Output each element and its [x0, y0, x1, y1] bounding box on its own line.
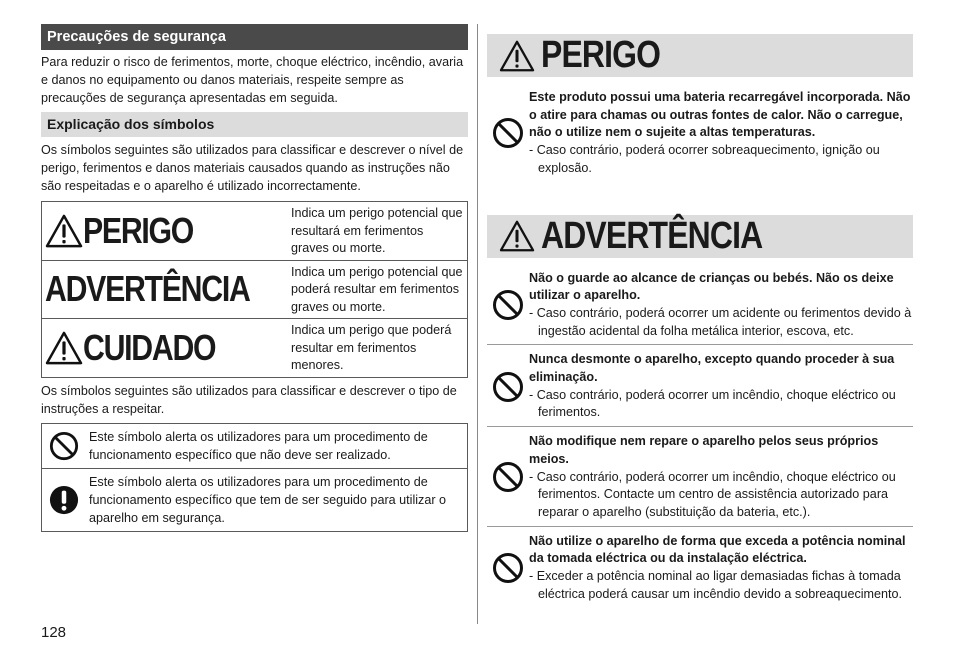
danger-list	[487, 83, 913, 182]
hazard-label: ADVERTÊNCIA	[45, 268, 250, 309]
item-instruction: Não modifique nem repare o aparelho pelos seus próprios meios.	[529, 434, 879, 466]
prohibition-icon	[492, 117, 524, 149]
hazard-row-danger	[42, 202, 467, 260]
item-instruction: Nunca desmonte o aparelho, excepto quando proceder à sua eliminação.	[529, 352, 895, 385]
danger-title: PERIGO	[541, 34, 661, 76]
hazard-row-caution	[42, 318, 467, 377]
page-number: 128	[41, 624, 67, 641]
instruction-description: Este símbolo alerta os utilizadores para um procedimento de funcionamento específico que tem de ser seguido para utilizar o aparelho em segurança.	[89, 474, 447, 525]
warning-triangle-icon	[499, 40, 535, 72]
warning-triangle-icon	[45, 331, 83, 365]
hazard-row-warning	[42, 260, 467, 319]
item-consequence: - Exceder a potência nominal ao ligar demasiadas fichas à tomada eléctrica poderá causar um incêndio devido a sobreaquecimento.	[529, 569, 903, 601]
intro-paragraph: Para reduzir o risco de ferimentos, morte, choque eléctrico, incêndio, avaria e danos no equipamento ou danos materiais, respeite sempre as precauções de segurança apresentadas em seguida.	[41, 55, 464, 105]
prohibition-icon	[492, 461, 524, 493]
list-item	[487, 344, 913, 426]
list-item	[487, 526, 913, 608]
hazard-description: Indica um perigo potencial que poderá resultar em ferimentos graves ou morte.	[291, 264, 463, 314]
warning-title: ADVERTÊNCIA	[541, 214, 763, 257]
item-instruction: Este produto possui uma bateria recarregável incorporada. Não o atire para chamas ou outras fontes de calor. Não o carregue, não o utilize nem o sujeite a altas temperaturas.	[529, 90, 911, 140]
warning-triangle-icon	[499, 220, 535, 252]
symbols-intro: Os símbolos seguintes são utilizados para classificar e descrever o nível de perigo, ferimentos e danos materiais causados quando as instruções não são respeitadas e o aparelho é utilizado incorrectamente.	[41, 143, 464, 193]
instruction-description: Este símbolo alerta os utilizadores para um procedimento de funcionamento específico que não deve ser realizado.	[89, 429, 428, 462]
prohibition-icon	[492, 371, 524, 403]
item-consequence: - Caso contrário, poderá ocorrer um incêndio, choque eléctrico ou ferimentos. Contacte um centro de assistência autorizado para reparar o aparelho (substituição da bateria, etc.).	[529, 469, 896, 519]
hazard-levels-table	[41, 201, 468, 378]
hazard-label: PERIGO	[83, 209, 194, 251]
instruction-row-prohibited	[42, 424, 467, 468]
prohibition-icon	[492, 552, 524, 584]
instruction-types-table	[41, 423, 468, 532]
item-instruction: Não o guarde ao alcance de crianças ou bebés. Não os deixe utilizar o aparelho.	[529, 270, 894, 303]
warning-header	[487, 215, 913, 258]
mandatory-icon	[49, 485, 79, 515]
item-consequence: - Caso contrário, poderá ocorrer um incêndio, choque eléctrico ou ferimentos.	[529, 387, 896, 420]
instruction-row-mandatory	[42, 468, 467, 531]
item-consequence: - Caso contrário, poderá ocorrer um acidente ou ferimentos devido à ingestão acidental da folha metálica interior, escova, etc.	[529, 305, 912, 338]
types-intro: Os símbolos seguintes são utilizados para classificar e descrever o tipo de instruções a respeitar.	[41, 383, 457, 416]
hazard-description: Indica um perigo que poderá resultar em ferimentos menores.	[291, 323, 452, 372]
warning-list	[487, 264, 913, 608]
list-item	[487, 83, 913, 182]
list-item	[487, 426, 913, 526]
hazard-label: CUIDADO	[83, 326, 216, 368]
danger-header	[487, 34, 913, 77]
item-instruction: Não utilize o aparelho de forma que exceda a potência nominal da tomada eléctrica ou da instalação eléctrica.	[529, 533, 906, 566]
prohibition-icon	[49, 431, 79, 461]
left-column	[41, 24, 468, 532]
list-item	[487, 264, 913, 345]
prohibition-icon	[492, 289, 524, 321]
item-consequence: - Caso contrário, poderá ocorrer sobreaquecimento, ignição ou explosão.	[529, 143, 880, 175]
section-title: Precauções de segurança	[41, 24, 468, 50]
warning-triangle-icon	[45, 214, 83, 248]
column-divider	[477, 24, 478, 624]
right-column	[487, 34, 913, 607]
hazard-description: Indica um perigo potencial que resultará em ferimentos graves ou morte.	[291, 206, 463, 255]
subsection-title: Explicação dos símbolos	[41, 112, 468, 137]
